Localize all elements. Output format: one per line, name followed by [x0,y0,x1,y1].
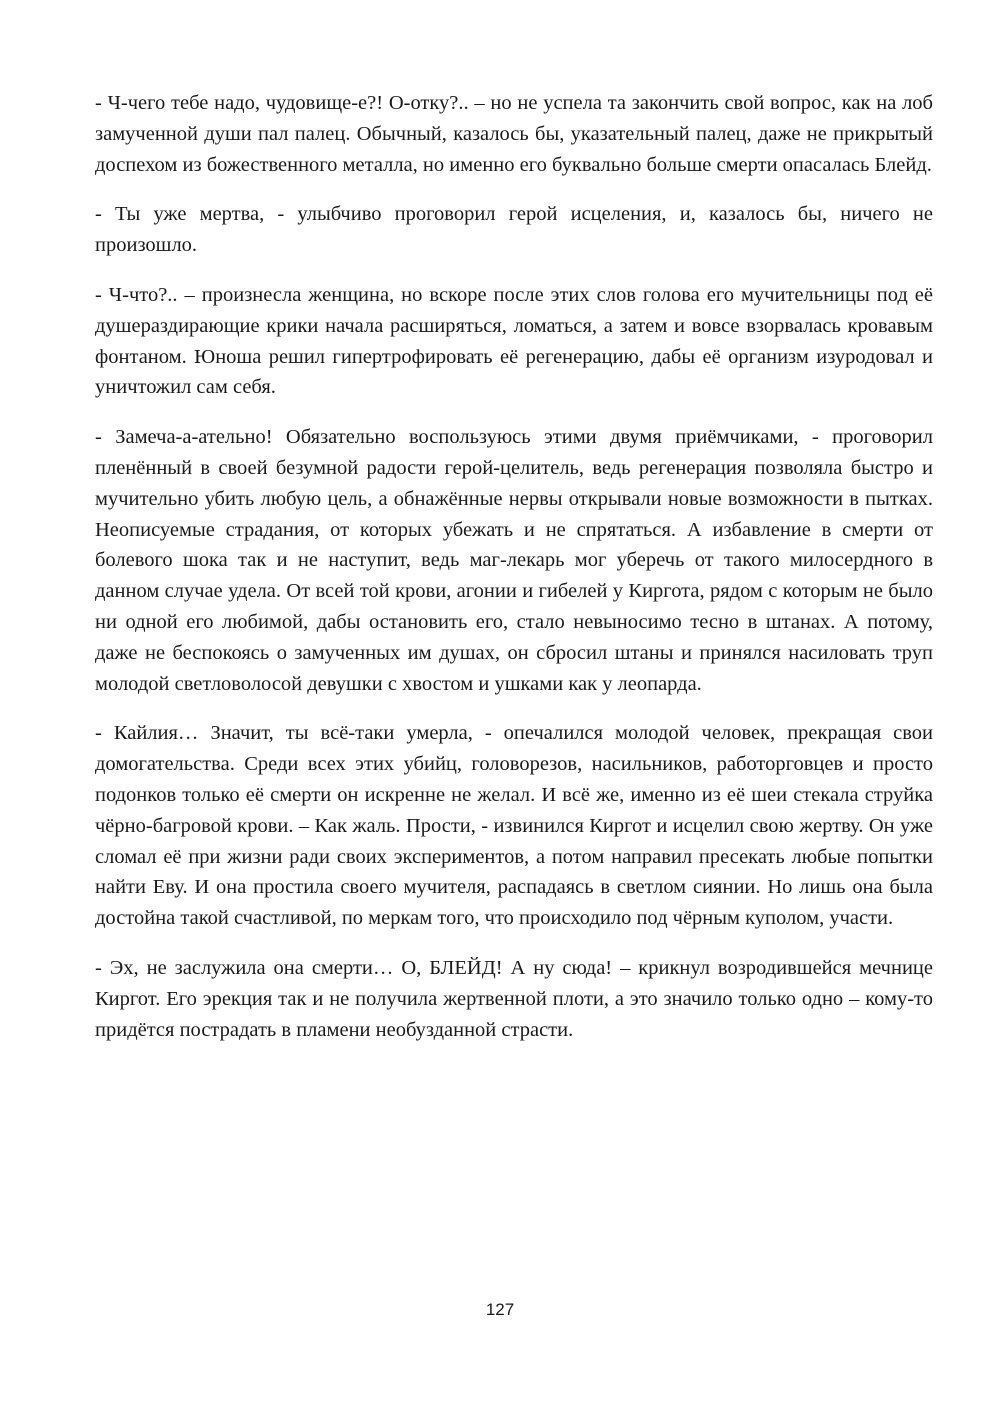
paragraph: - Замеча-а-ательно! Обязательно воспользуюсь этими двумя приёмчиками, - проговорил пленённый в своей безумной радости герой-целитель, ведь регенерация позволяла быстро и мучительно убить любую цель, а обнажённые нервы открывали новые возможности в пытках. Неописуемые страдания, от которых убежать и не спрятаться. А избавление в смерти от болевого шока так и не наступит, ведь маг-лекарь мог уберечь от такого милосердного в данном случае удела. От всей той крови, агонии и гибелей у Киргота, рядом с которым не было ни одной его любимой, дабы остановить его, стало невыносимо тесно в штанах. А потому, даже не беспокоясь о замученных им душах, он сбросил штаны и принялся насиловать труп молодой светловолосой девушки с хвостом и ушками как у леопарда. [95,426,933,695]
paragraph: - Ты уже мертва, - улыбчиво проговорил герой исцеления, и, казалось бы, ничего не произошло. [95,203,933,257]
paragraph: - Эх, не заслужила она смерти… О, БЛЕЙД! А ну сюда! – крикнул возродившейся мечнице Киргот. Его эрекция так и не получила жертвенной плоти, а это значило только одно – кому-то придётся пострадать в пламени необузданной страсти. [95,956,933,1041]
paragraph: - Ч-чего тебе надо, чудовище-е?! О-отку?.. – но не успела та закончить свой вопрос, как на лоб замученной души пал палец. Обычный, казалось бы, указательный палец, даже не прикрытый доспехом из божественного металла, но именно его буквально больше смерти опасалась Блейд. [95,92,933,176]
paragraph: - Ч-что?.. – произнесла женщина, но вскоре после этих слов голова его мучительницы под её душераздирающие крики начала расширяться, ломаться, а затем и вовсе взорвалась кровавым фонтаном. Юноша решил гипертрофировать её регенерацию, дабы её организм изуродовал и уничтожил сам себя. [95,283,933,399]
page-number: 127 [485,1300,515,1319]
page-text-block [95,88,933,1064]
paragraph: - Кайлия… Значит, ты всё-таки умерла, - опечалился молодой человек, прекращая свои домогательства. Среди всех этих убийц, головорезов, насильников, работорговцев и просто подонков только её смерти он искренне не желал. И всё же, именно из её шеи стекала струйка чёрно-багровой крови. – Как жаль. Прости, - извинился Киргот и исцелил свою жертву. Он уже сломал её при жизни ради своих экспериментов, а потом направил пресекать любые попытки найти Еву. И она простила своего мучителя, распадаясь в светлом сиянии. Но лишь она была достойна такой счастливой, по меркам того, что происходило под чёрным куполом, участи. [95,722,933,930]
